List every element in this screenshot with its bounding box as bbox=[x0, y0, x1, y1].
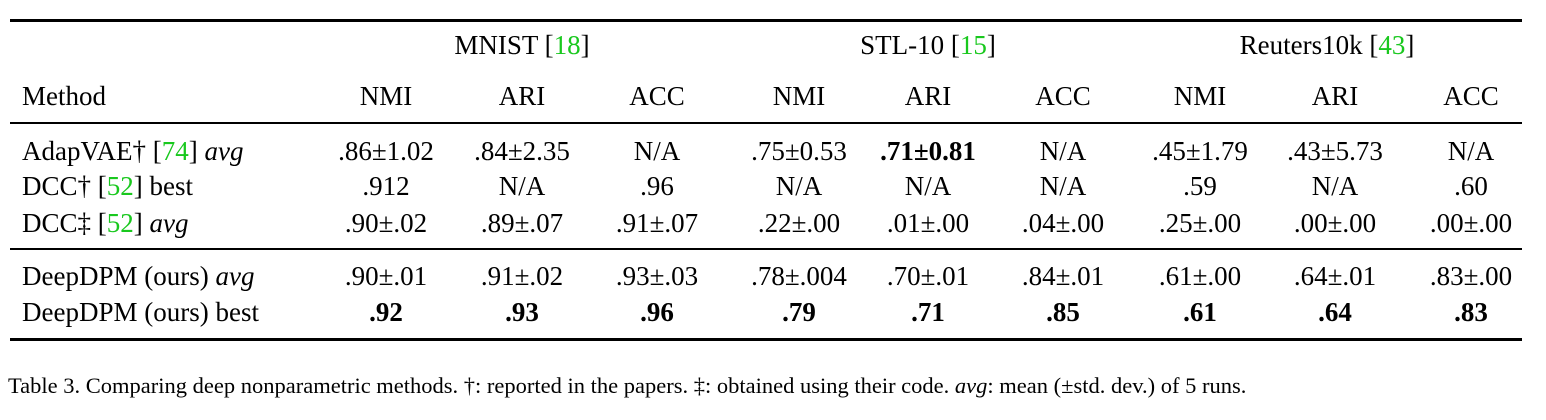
table-caption bbox=[8, 372, 1246, 400]
table-cell: .25±.00 bbox=[1158, 208, 1242, 238]
table-cell: .96 bbox=[640, 297, 674, 327]
method-name: DCC‡ bbox=[22, 208, 92, 238]
metric-header-acc: ACC bbox=[629, 81, 685, 111]
citation-link[interactable]: 43 bbox=[1378, 30, 1406, 60]
table-cell: .43±5.73 bbox=[1287, 136, 1383, 166]
metric-header-ari: ARI bbox=[904, 81, 952, 111]
table-cell: .60 bbox=[1454, 171, 1488, 201]
table-cell: N/A bbox=[633, 136, 681, 166]
table-cell: .83±.00 bbox=[1429, 261, 1513, 291]
caption-avg: avg bbox=[954, 373, 988, 398]
table-cell: .83 bbox=[1454, 297, 1488, 327]
table-cell: .91±.02 bbox=[480, 261, 564, 291]
table-header-rule bbox=[10, 122, 1522, 124]
method-tag: avg bbox=[204, 136, 244, 166]
table-cell: .04±.00 bbox=[1021, 208, 1105, 238]
table-cell: .79 bbox=[782, 297, 816, 327]
table-cell: N/A bbox=[1311, 171, 1359, 201]
method-cell: AdapVAE† [74] avg bbox=[22, 136, 244, 166]
table-cell: N/A bbox=[1447, 136, 1495, 166]
table-cell: .93±.03 bbox=[615, 261, 699, 291]
group-header-reuters10k: Reuters10k [43] bbox=[1239, 30, 1415, 60]
table-cell: .64 bbox=[1318, 297, 1352, 327]
method-cell bbox=[22, 297, 259, 327]
group-header-stl10: STL-10 [15] bbox=[860, 30, 996, 60]
table-cell: .70±.01 bbox=[886, 261, 970, 291]
table-cell: .84±.01 bbox=[1021, 261, 1105, 291]
table-cell: .84±2.35 bbox=[474, 136, 570, 166]
table-cell: .92 bbox=[369, 297, 403, 327]
method-cell bbox=[22, 261, 254, 291]
table-cell: N/A bbox=[775, 171, 823, 201]
table-cell: .45±1.79 bbox=[1152, 136, 1248, 166]
table-cell: N/A bbox=[904, 171, 952, 201]
citation-link[interactable]: 52 bbox=[106, 208, 134, 238]
table-cell: N/A bbox=[498, 171, 546, 201]
table-cell: .75±0.53 bbox=[751, 136, 847, 166]
method-tag: avg bbox=[149, 208, 189, 238]
metric-header-nmi: NMI bbox=[1173, 81, 1227, 111]
citation-link[interactable]: 15 bbox=[959, 30, 987, 60]
metric-header-acc: ACC bbox=[1035, 81, 1091, 111]
caption-text-1: Comparing deep nonparametric methods. †: reported in the papers. ‡: obtained using their code. bbox=[80, 373, 955, 398]
citation-link[interactable]: 18 bbox=[553, 30, 581, 60]
method-name: DeepDPM (ours) bbox=[22, 297, 209, 327]
group-header-mnist: MNIST [18] bbox=[454, 30, 590, 60]
table-cell: .90±.01 bbox=[344, 261, 428, 291]
table-cell: .61±.00 bbox=[1158, 261, 1242, 291]
metric-header-ari: ARI bbox=[1311, 81, 1359, 111]
table-cell: .90±.02 bbox=[344, 208, 428, 238]
table-cell: .91±.07 bbox=[615, 208, 699, 238]
table-cell: .96 bbox=[640, 171, 674, 201]
method-name: DCC† bbox=[22, 171, 92, 201]
table-cell: .00±.00 bbox=[1429, 208, 1513, 238]
table-cell: .64±.01 bbox=[1293, 261, 1377, 291]
table-cell: N/A bbox=[1039, 171, 1087, 201]
table-cell: .85 bbox=[1046, 297, 1080, 327]
table-cell: .86±1.02 bbox=[338, 136, 434, 166]
table-top-rule bbox=[10, 19, 1522, 22]
citation-link[interactable]: 52 bbox=[106, 171, 134, 201]
table-cell: .71±0.81 bbox=[880, 136, 976, 166]
method-name: AdapVAE† bbox=[22, 136, 146, 166]
method-cell: DCC‡ [52] avg bbox=[22, 208, 189, 238]
metric-header-nmi: NMI bbox=[359, 81, 413, 111]
method-tag: avg bbox=[215, 261, 255, 291]
table-cell: .78±.004 bbox=[751, 261, 847, 291]
caption-label: Table 3. bbox=[8, 373, 81, 398]
metric-header-acc: ACC bbox=[1443, 81, 1499, 111]
table-cell: .59 bbox=[1183, 171, 1217, 201]
citation-link[interactable]: 74 bbox=[161, 136, 189, 166]
method-column-header: Method bbox=[22, 81, 106, 111]
table-group-rule bbox=[10, 248, 1522, 250]
metric-header-ari: ARI bbox=[498, 81, 546, 111]
table-cell: .01±.00 bbox=[886, 208, 970, 238]
caption-text-2: : mean (±std. dev.) of 5 runs. bbox=[987, 373, 1247, 398]
method-name: DeepDPM (ours) bbox=[22, 261, 209, 291]
table-cell: .71 bbox=[911, 297, 945, 327]
table-cell: .912 bbox=[362, 171, 410, 201]
metric-header-nmi: NMI bbox=[772, 81, 826, 111]
table-cell: .22±.00 bbox=[757, 208, 841, 238]
table-bottom-rule bbox=[10, 338, 1522, 341]
table-cell: .89±.07 bbox=[480, 208, 564, 238]
method-tag: best bbox=[215, 297, 259, 327]
table-cell: N/A bbox=[1039, 136, 1087, 166]
table-cell: .93 bbox=[505, 297, 539, 327]
table-cell: .00±.00 bbox=[1293, 208, 1377, 238]
method-cell: DCC† [52] best bbox=[22, 171, 194, 201]
table-cell: .61 bbox=[1183, 297, 1217, 327]
method-tag: best bbox=[149, 171, 194, 201]
